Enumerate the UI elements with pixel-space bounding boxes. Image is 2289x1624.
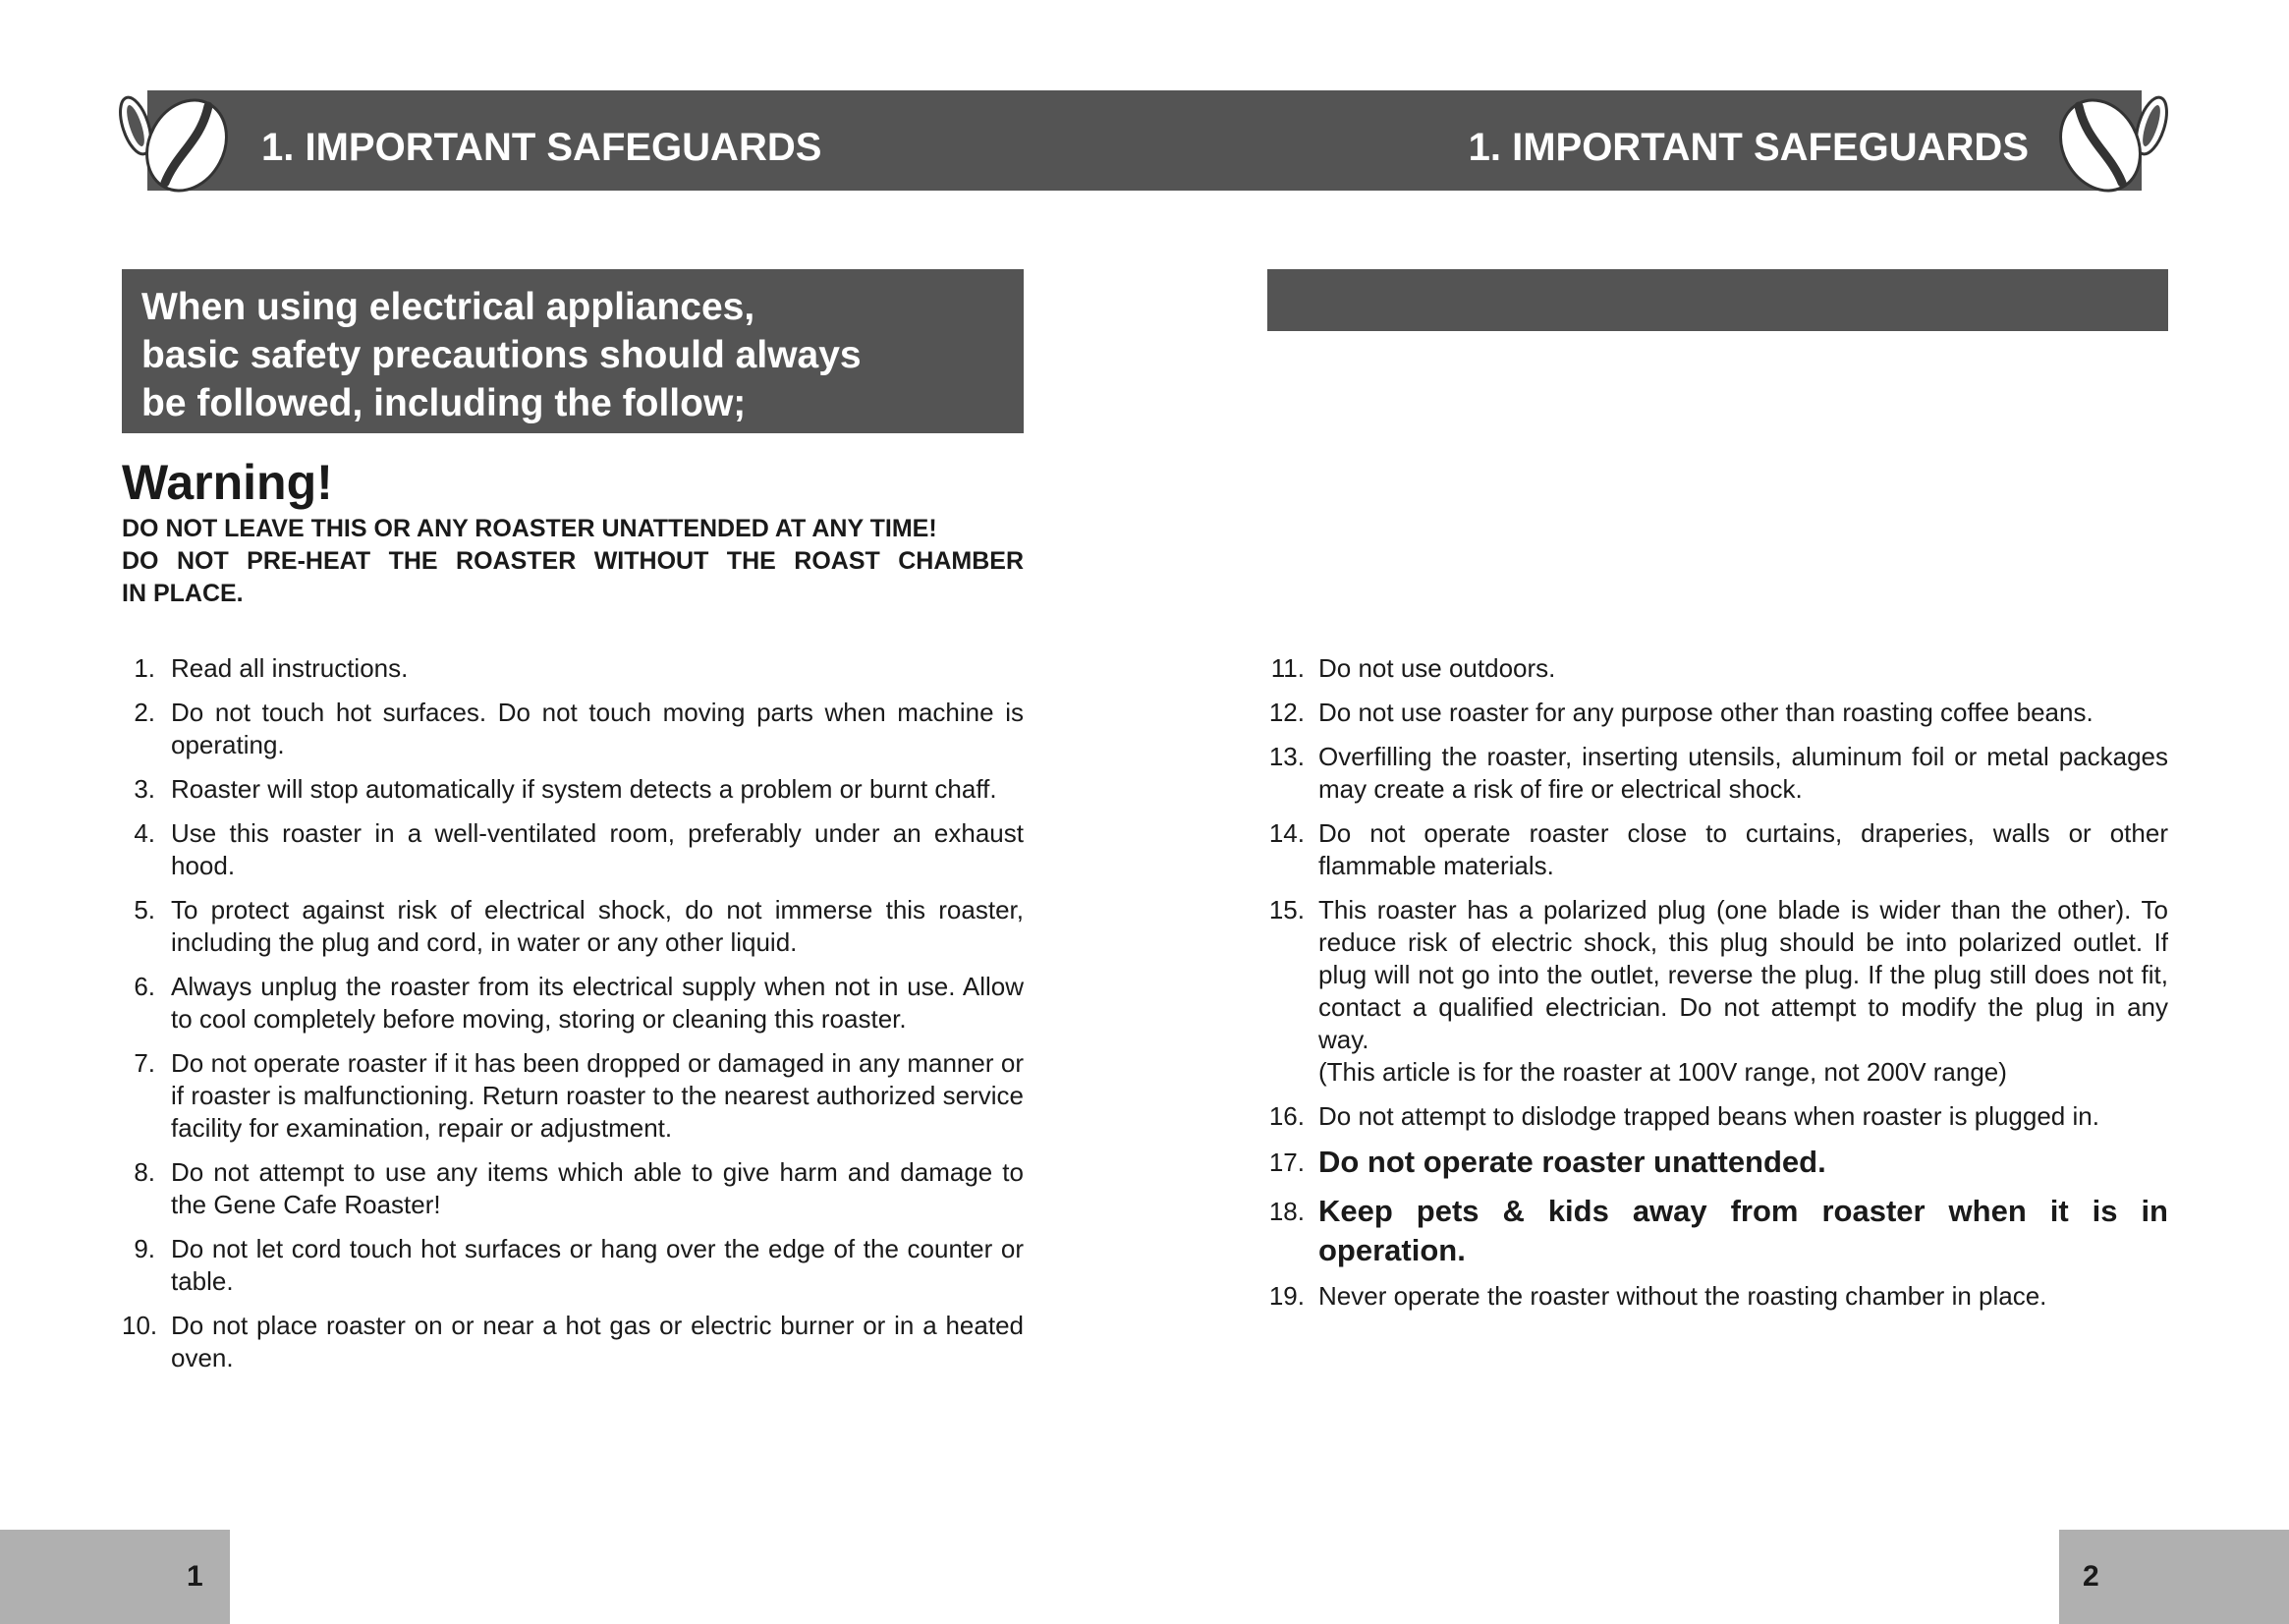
list-item (1267, 894, 2168, 1089)
item-text: Never operate the roaster without the roasting chamber in place. (1318, 1281, 2047, 1311)
item-number: 6. (134, 972, 155, 1001)
page-number-tab-left (0, 1530, 230, 1624)
item-number: 4. (134, 818, 155, 848)
item-number: 16. (1268, 1101, 1305, 1131)
list-item (1267, 652, 2168, 685)
item-text: Overfilling the roaster, inserting utensils, aluminum foil or metal packages may create a risk of fire or electrical shock. (1318, 742, 2168, 804)
list-item (122, 1047, 1024, 1145)
item-text: This roaster has a polarized plug (one blade is wider than the other). To reduce risk of electric shock, this plug should be into polarized outlet. If plug will not go into the outlet, reverse the plug. If the plug still does not fit, contact a qualified electrician. Do not attempt to modify the plug in any way. (1318, 895, 2168, 1054)
list-item (122, 652, 1024, 685)
section-box-right (1267, 269, 2168, 331)
list-item (122, 817, 1024, 882)
item-number: 8. (134, 1157, 155, 1187)
item-text: Always unplug the roaster from its electrical supply when not in use. Allow to cool completely before moving, storing or cleaning this roaster. (171, 972, 1024, 1034)
item-number: 3. (134, 774, 155, 804)
item-text: Use this roaster in a well-ventilated room, preferably under an exhaust hood. (171, 818, 1024, 880)
list-item (1267, 1143, 2168, 1182)
warning-line: DO NOT LEAVE THIS OR ANY ROASTER UNATTENDED AT ANY TIME! (122, 515, 937, 542)
warning-line: DO NOT PRE-HEAT THE ROASTER WITHOUT THE ROAST CHAMBER (122, 547, 1024, 575)
item-number: 15. (1268, 895, 1305, 924)
coffee-bean-icon (118, 84, 236, 196)
list-item (122, 971, 1024, 1036)
item-number: 5. (134, 895, 155, 924)
header-title-left: 1. IMPORTANT SAFEGUARDS (261, 126, 822, 169)
intro-line: When using electrical appliances, (141, 286, 755, 328)
page-number: 1 (187, 1560, 203, 1593)
list-item (122, 697, 1024, 761)
item-number: 13. (1268, 742, 1305, 771)
list-item (122, 1156, 1024, 1221)
list-item (122, 1310, 1024, 1374)
safeguard-list-right (1267, 652, 2168, 1313)
item-text: Do not operate roaster unattended. (1318, 1145, 1826, 1179)
item-text: Roaster will stop automatically if system detects a problem or burnt chaff. (171, 774, 997, 804)
item-number: 7. (134, 1048, 155, 1078)
list-item (122, 773, 1024, 806)
intro-line: be followed, including the follow; (141, 382, 747, 424)
item-text: Do not let cord touch hot surfaces or hang over the edge of the counter or table. (171, 1234, 1024, 1296)
header-title-right: 1. IMPORTANT SAFEGUARDS (1468, 126, 2029, 169)
item-text: Read all instructions. (171, 653, 409, 683)
list-item (1267, 817, 2168, 882)
item-number: 17. (1268, 1148, 1305, 1177)
item-note: (This article is for the roaster at 100V range, not 200V range) (1318, 1057, 2007, 1087)
item-number: 19. (1268, 1281, 1305, 1311)
list-item (122, 894, 1024, 959)
page-number-tab-right (2059, 1530, 2289, 1624)
warning-text (122, 513, 1024, 610)
item-text: Do not attempt to dislodge trapped beans when roaster is plugged in. (1318, 1101, 2099, 1131)
warning-title: Warning! (122, 455, 333, 510)
coffee-bean-icon (2051, 84, 2169, 196)
item-number: 12. (1268, 698, 1305, 727)
item-text: To protect against risk of electrical shock, do not immerse this roaster, including the plug and cord, in water or any other liquid. (171, 895, 1024, 957)
page-number: 2 (2083, 1560, 2099, 1593)
item-text: Do not attempt to use any items which able to give harm and damage to the Gene Cafe Roaster! (171, 1157, 1024, 1219)
warning-line: IN PLACE. (122, 580, 244, 607)
item-text: Do not use outdoors. (1318, 653, 1556, 683)
list-item (1267, 697, 2168, 729)
item-number: 9. (134, 1234, 155, 1263)
list-item (122, 1233, 1024, 1298)
item-number: 11. (1270, 653, 1305, 683)
list-item (1267, 1100, 2168, 1133)
list-item (1267, 741, 2168, 806)
item-number: 1. (134, 653, 155, 683)
item-text: Keep pets & kids away from roaster when it is in operation. (1318, 1194, 2168, 1267)
item-text: Do not operate roaster if it has been dropped or damaged in any manner or if roaster is malfunctioning. Return roaster to the nearest authorized service facility for examination, repair or adjustment. (171, 1048, 1024, 1143)
safeguard-list-left (122, 652, 1024, 1374)
intro-line: basic safety precautions should always (141, 334, 862, 376)
item-text: Do not place roaster on or near a hot gas or electric burner or in a heated oven. (171, 1311, 1024, 1372)
intro-box (122, 269, 1024, 433)
item-number: 14. (1268, 818, 1305, 848)
item-number: 2. (134, 698, 155, 727)
list-item (1267, 1280, 2168, 1313)
item-number: 18. (1268, 1197, 1305, 1226)
item-number: 10. (122, 1311, 158, 1340)
item-text: Do not operate roaster close to curtains, draperies, walls or other flammable materials. (1318, 818, 2168, 880)
list-item (1267, 1192, 2168, 1270)
item-text: Do not use roaster for any purpose other than roasting coffee beans. (1318, 698, 2094, 727)
item-text: Do not touch hot surfaces. Do not touch moving parts when machine is operating. (171, 698, 1024, 759)
